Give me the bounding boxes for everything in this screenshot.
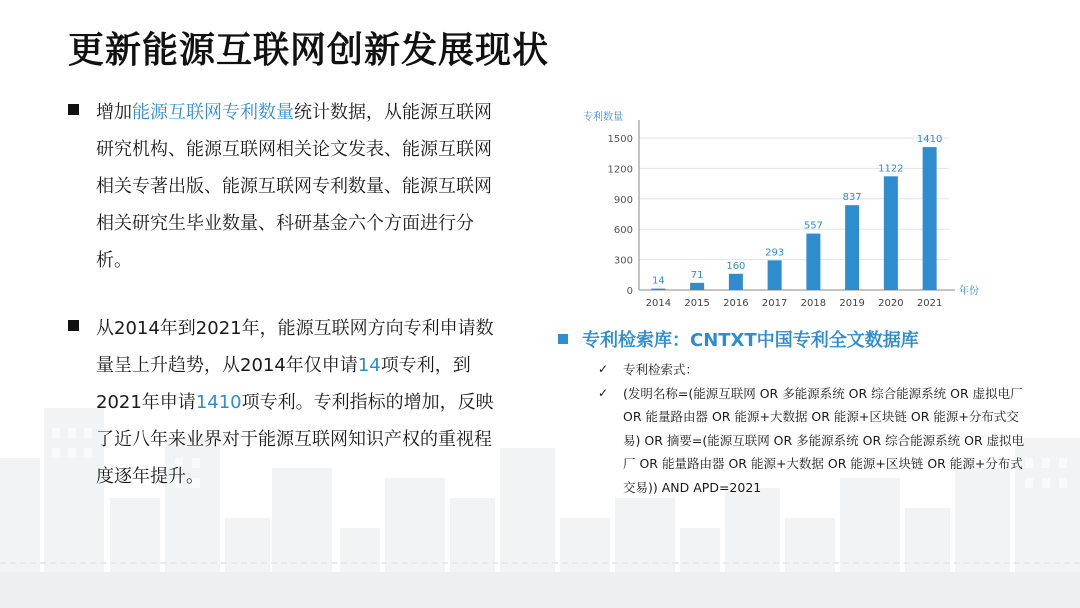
bullet-text — [96, 310, 498, 495]
checkmark-icon: ✓ — [598, 385, 609, 400]
data-label: 293 — [765, 247, 785, 259]
x-axis-label: 年份 — [959, 286, 979, 297]
data-label: 557 — [803, 220, 823, 232]
text-segment: 统计数据，从能源互联网研究机构、能源互联网相关论文发表、能源互联网相关专著出版、能源互联网专利数量、能源互联网相关研究生毕业数量、科研基金六个方面进行分析。 — [96, 102, 492, 271]
x-tick-label: 2020 — [878, 298, 904, 309]
x-tick-label: 2015 — [684, 298, 710, 309]
bullet-patent-statistics — [68, 94, 498, 279]
x-tick-label: 2014 — [645, 298, 672, 309]
data-label: 1410 — [916, 134, 943, 146]
y-tick-label: 300 — [613, 255, 633, 267]
x-tick-label: 2016 — [723, 298, 749, 309]
check-item — [598, 382, 1028, 500]
bar — [768, 260, 782, 290]
check-item-text: (发明名称=(能源互联网 OR 多能源系统 OR 综合能源系统 OR 虚拟电厂 OR 能量路由器 OR 能源+大数据 OR 能源+区块链 OR 能源+分布式交易) OR 摘要=(能源互联网 OR 多能源系统 OR 综合能源系统 OR 虚拟电厂 OR 能量路由器 OR 能源+大数据 OR 能源+区块链 OR 能源+分布式交易)) AND APD=2021 — [623, 385, 1025, 495]
data-label: 14 — [652, 275, 665, 287]
bullet-square-icon — [68, 320, 79, 331]
x-tick-label: 2019 — [839, 298, 865, 309]
data-label: 1122 — [878, 163, 904, 175]
text-segment: 项专利，到2021年申请 — [96, 355, 471, 413]
text-segment: 增加 — [96, 102, 132, 123]
bar — [806, 234, 820, 290]
road-dashed-line — [0, 562, 1080, 564]
bar — [884, 176, 898, 290]
text-segment: 项专利。专利指标的增加，反映了近八年来业界对于能源互联网知识产权的重视程度逐年提升。 — [96, 392, 494, 487]
bar — [651, 289, 665, 290]
database-title: 专利检索库：CNTXT中国专利全文数据库 — [582, 330, 919, 351]
check-item — [598, 358, 1028, 382]
bullet-square-icon — [68, 104, 79, 115]
data-label: 837 — [842, 192, 862, 204]
highlight-text: 能源互联网专利数量 — [132, 102, 294, 123]
data-label: 160 — [726, 260, 746, 272]
bar — [923, 147, 937, 290]
y-tick-label: 1500 — [607, 134, 633, 145]
database-heading — [558, 326, 919, 352]
highlight-number: 1410 — [195, 392, 242, 413]
y-tick-label: 0 — [626, 286, 633, 297]
checkmark-icon: ✓ — [598, 362, 609, 376]
bar — [690, 283, 704, 290]
highlight-number: 14 — [357, 355, 381, 376]
search-query-list — [598, 358, 1028, 499]
page-title: 更新能源互联网创新发展现状 — [68, 30, 550, 71]
x-tick-label: 2017 — [761, 298, 788, 309]
bullet-text — [96, 94, 498, 279]
y-tick-label: 1200 — [607, 164, 633, 176]
x-tick-label: 2021 — [916, 298, 943, 309]
y-tick-label: 600 — [613, 225, 633, 237]
ground-band — [0, 572, 1080, 608]
bar — [845, 205, 859, 290]
bullet-patent-trend — [68, 310, 498, 495]
patent-bar-chart — [577, 100, 979, 312]
data-label: 71 — [690, 269, 704, 281]
text-segment: 从2014年到2021年，能源互联网方向专利申请数量呈上升趋势，从2014年仅申请 — [96, 318, 494, 376]
check-item-text: 专利检索式： — [623, 362, 699, 377]
x-tick-label: 2018 — [800, 298, 827, 309]
bar — [729, 274, 743, 290]
bullet-square-icon — [558, 334, 568, 344]
y-axis-label: 专利数量 — [583, 112, 623, 123]
chart-svg — [577, 100, 979, 312]
y-tick-label: 900 — [613, 194, 633, 206]
